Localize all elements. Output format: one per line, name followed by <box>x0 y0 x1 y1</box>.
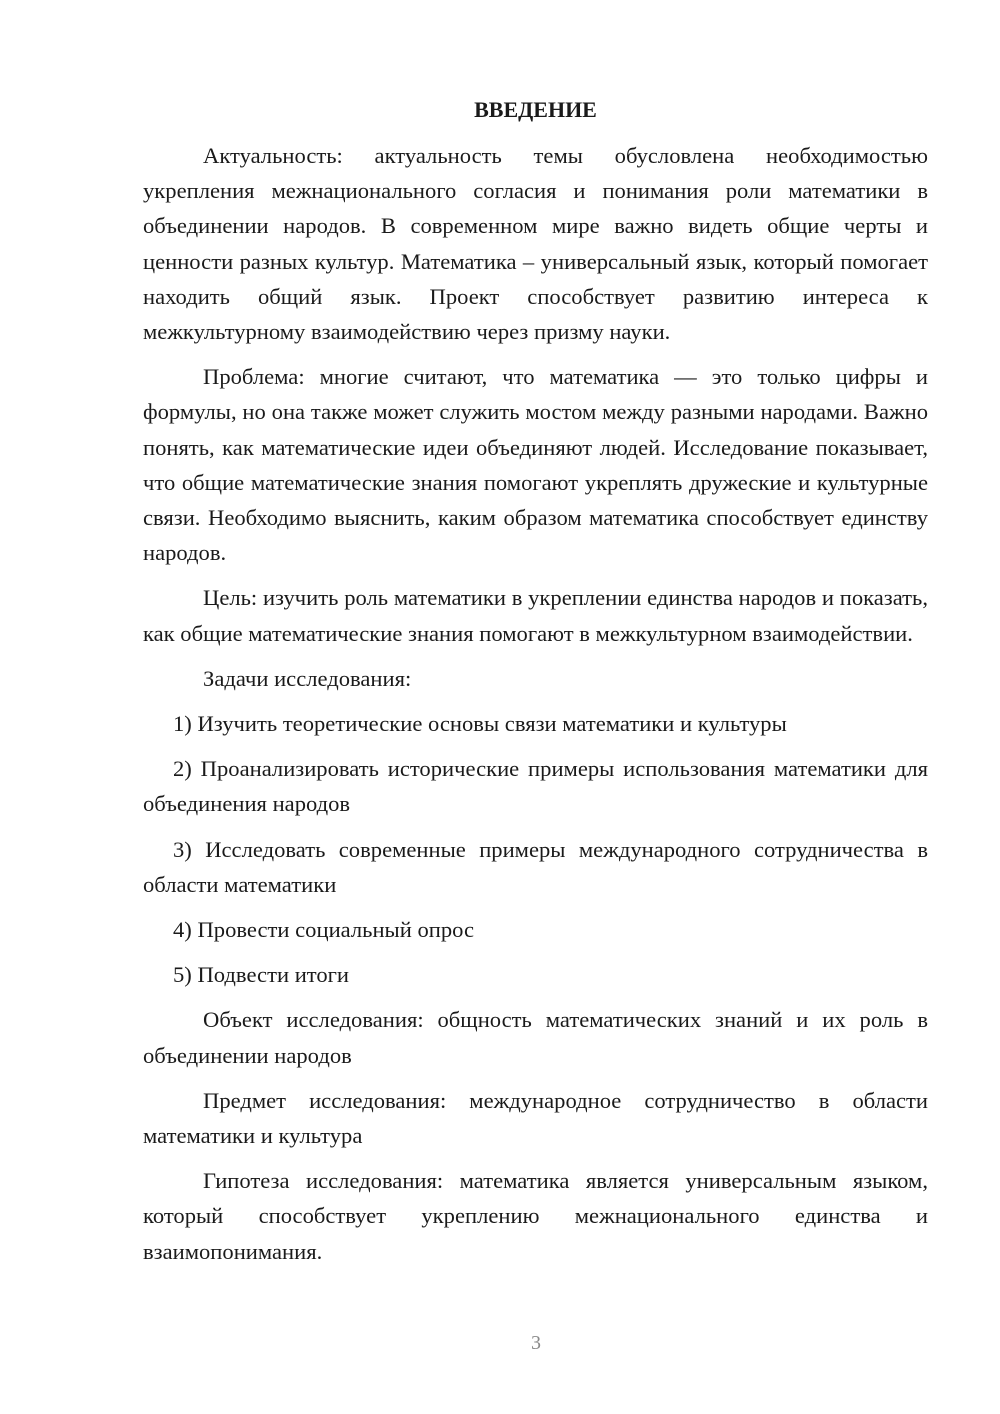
page-content <box>143 90 928 1279</box>
paragraph-problem: Проблема: многие считают, что математика — это только цифры и формулы, но она также может служить мостом между разными народами. Важно понять, как математические идеи объединяют людей. Исследование показывает, что общие математические знания помогают укреплять дружеские и культурные связи. Необходимо выяснить, каким образом математика способствует единству народов. <box>143 364 928 566</box>
task-item: 5) Подвести итоги <box>173 962 350 988</box>
paragraph-goal: Цель: изучить роль математики в укреплении единства народов и показать, как общие математические знания помогают в межкультурном взаимодействии. <box>143 585 928 646</box>
task-item: 1) Изучить теоретические основы связи математики и культуры <box>173 711 787 737</box>
section-title: ВВЕДЕНИЕ <box>474 97 597 122</box>
task-item: 3) Исследовать современные примеры международного сотрудничества в области математики <box>143 836 928 897</box>
page-number: 3 <box>531 1332 541 1354</box>
paragraph-hypothesis: Гипотеза исследования: математика является универсальным языком, который способствует укреплению межнационального единства и взаимопонимания. <box>143 1168 928 1264</box>
paragraph-tasks-heading: Задачи исследования: <box>203 665 412 691</box>
paragraph-object: Объект исследования: общность математических знаний и их роль в объединении народов <box>143 1007 928 1068</box>
paragraph-relevance: Актуальность: актуальность темы обусловлена необходимостью укрепления межнационального согласия и понимания роли математики в объединении народов. В современном мире важно видеть общие черты и ценности разных культур. Математика – универсальный язык, который помогает находить общий язык. Проект способствует развитию интереса к межкультурному взаимодействию через призму науки. <box>143 143 928 345</box>
task-item: 2) Проанализировать исторические примеры использования математики для объединения народов <box>143 756 928 817</box>
task-item: 4) Провести социальный опрос <box>173 917 475 943</box>
paragraph-subject: Предмет исследования: международное сотрудничество в области математики и культура <box>143 1087 928 1149</box>
